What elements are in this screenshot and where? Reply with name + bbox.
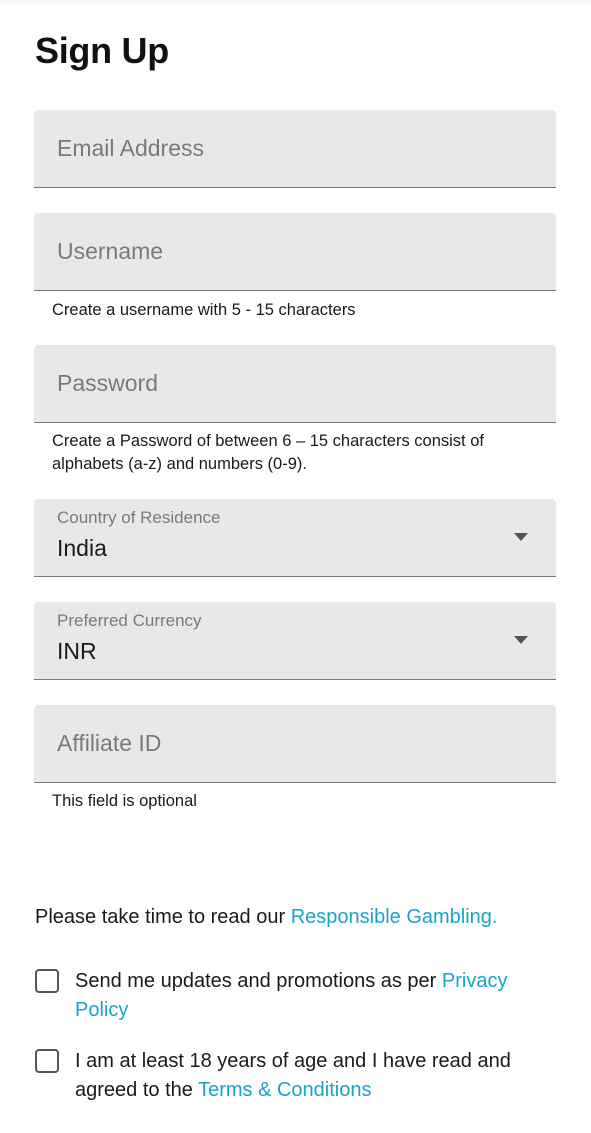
username-helper-text: Create a username with 5 - 15 characters	[52, 301, 356, 319]
affiliate-id-input[interactable]	[34, 705, 556, 782]
currency-value: INR	[57, 638, 97, 664]
terms-conditions-link[interactable]: Terms & Conditions	[198, 1079, 372, 1101]
notice-text: Please take time to read our	[35, 906, 291, 928]
promotions-checkbox[interactable]	[35, 969, 59, 993]
responsible-gambling-link[interactable]: Responsible Gambling.	[290, 906, 498, 928]
affiliate-id-field[interactable]	[34, 705, 556, 783]
responsible-gambling-notice	[35, 906, 497, 929]
email-field[interactable]	[34, 110, 556, 188]
password-input[interactable]	[34, 345, 556, 422]
promotions-consent-text	[75, 967, 535, 1025]
currency-label: Preferred Currency	[57, 611, 202, 630]
email-input[interactable]	[34, 110, 556, 187]
top-divider	[0, 0, 591, 6]
privacy-policy-link[interactable]: Privacy Policy	[75, 970, 508, 1021]
age-terms-consent-text	[75, 1047, 535, 1105]
country-value: India	[57, 535, 107, 561]
page-title: Sign Up	[35, 30, 169, 71]
caret-down-icon[interactable]	[514, 636, 528, 644]
promotions-consent-label: Send me updates and promotions as per	[75, 970, 442, 992]
currency-select[interactable]	[34, 602, 556, 680]
username-input[interactable]	[34, 213, 556, 290]
username-field[interactable]	[34, 213, 556, 291]
age-terms-checkbox[interactable]	[35, 1049, 59, 1073]
age-terms-consent-label: I am at least 18 years of age and I have read and agreed to the	[75, 1050, 511, 1101]
password-helper-text: Create a Password of between 6 – 15 characters consist of alphabets (a-z) and numbers (0-9).	[52, 432, 484, 473]
country-label: Country of Residence	[57, 508, 221, 527]
caret-down-icon[interactable]	[514, 533, 528, 541]
country-select[interactable]	[34, 499, 556, 577]
password-field[interactable]	[34, 345, 556, 423]
affiliate-helper-text: This field is optional	[52, 792, 197, 810]
